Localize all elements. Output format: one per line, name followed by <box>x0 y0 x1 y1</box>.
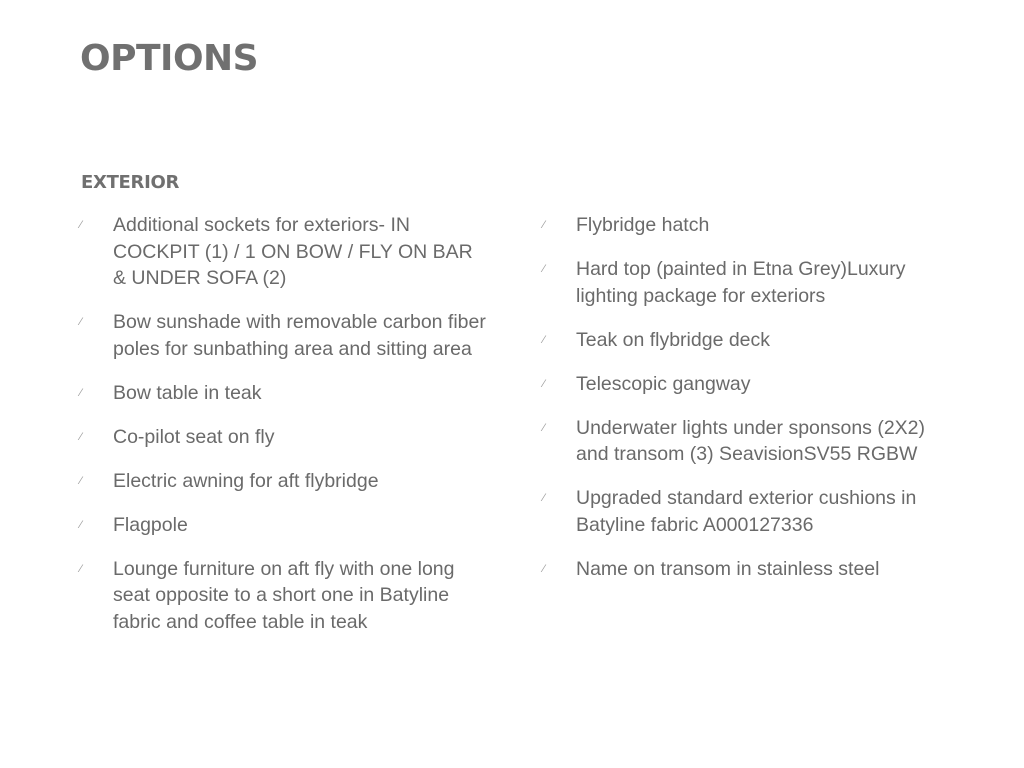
list-item-text: Telescopic gangway <box>576 372 751 395</box>
slash-bullet-icon: ⁄ <box>543 263 545 275</box>
list-item-text: Flagpole <box>113 513 188 536</box>
options-list-right <box>541 212 941 600</box>
slash-bullet-icon: ⁄ <box>543 333 545 346</box>
list-item <box>78 556 488 636</box>
page-title: OPTIONS <box>80 38 259 79</box>
list-item-text: Underwater lights under sponsons (2X2) and transom (3) SeavisionSV55 RGBW <box>576 416 926 465</box>
list-item-text: Additional sockets for exteriors- IN COCKPIT (1) / 1 ON BOW / FLY ON BAR & UNDER SOFA (2) <box>113 214 473 289</box>
slash-bullet-icon: ⁄ <box>543 562 545 575</box>
slash-bullet-icon: ⁄ <box>543 492 545 504</box>
list-item-text: Hard top (painted in Etna Grey)Luxury lighting package for exteriors <box>576 258 906 307</box>
list-item <box>541 415 941 468</box>
list-item-text: Bow table in teak <box>113 381 262 404</box>
list-item <box>541 556 941 583</box>
slash-bullet-icon: ⁄ <box>80 430 82 443</box>
list-item <box>78 424 488 451</box>
slash-bullet-icon: ⁄ <box>80 219 82 231</box>
list-item <box>78 309 488 362</box>
list-item-text: Teak on flybridge deck <box>576 328 771 351</box>
list-item <box>78 468 488 495</box>
slash-bullet-icon: ⁄ <box>543 377 545 390</box>
list-item-text: Upgraded standard exterior cushions in Batyline fabric A000127336 <box>576 487 917 536</box>
list-item-text: Lounge furniture on aft fly with one long seat opposite to a short one in Batyline fabric and coffee table in teak <box>113 557 455 633</box>
slash-bullet-icon: ⁄ <box>80 562 82 575</box>
section-heading-exterior: EXTERIOR <box>81 172 180 193</box>
list-item-text: Name on transom in stainless steel <box>576 557 880 580</box>
list-item <box>78 512 488 539</box>
list-item <box>541 256 941 309</box>
list-item-text: Bow sunshade with removable carbon fiber poles for sunbathing area and sitting area <box>113 311 486 360</box>
slash-bullet-icon: ⁄ <box>80 386 82 399</box>
list-item <box>78 212 488 292</box>
slash-bullet-icon: ⁄ <box>80 474 82 487</box>
list-item-text: Co-pilot seat on fly <box>113 425 275 448</box>
list-item <box>541 327 941 354</box>
slash-bullet-icon: ⁄ <box>543 219 545 231</box>
options-list-left <box>78 212 488 653</box>
slash-bullet-icon: ⁄ <box>80 518 82 531</box>
slash-bullet-icon: ⁄ <box>80 316 82 328</box>
list-item <box>541 485 941 538</box>
list-item-text: Flybridge hatch <box>576 214 710 236</box>
list-item <box>78 380 488 407</box>
list-item-text: Electric awning for aft flybridge <box>113 469 379 492</box>
slash-bullet-icon: ⁄ <box>543 421 545 434</box>
list-item <box>541 371 941 398</box>
list-item <box>541 212 941 239</box>
